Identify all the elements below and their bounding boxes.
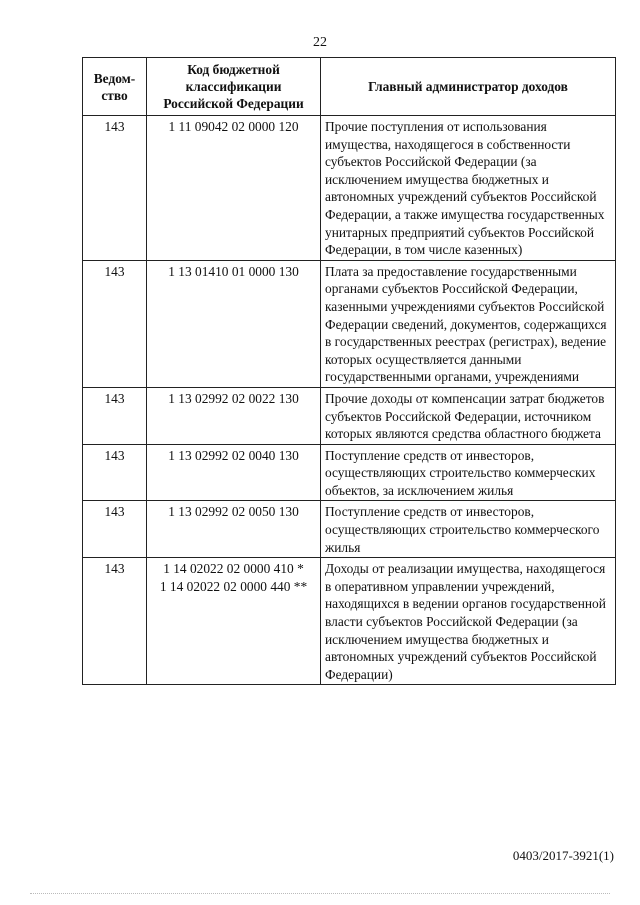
- budget-code-cell: [147, 260, 321, 387]
- department-code-cell: 143: [83, 387, 147, 444]
- document-id: 0403/2017-3921(1): [512, 848, 614, 863]
- header-budget-code: Код бюджетной классификации Российской Федерации: [147, 58, 321, 116]
- department-code-cell: 143: [83, 260, 147, 387]
- budget-code-cell: [147, 116, 321, 261]
- table-header-row: [83, 58, 616, 116]
- budget-code: 1 13 02992 02 0040 130: [168, 447, 299, 463]
- header-chief-administrator: Главный администратор доходов: [321, 58, 616, 116]
- revenue-description-cell: Прочие доходы от компенсации затрат бюджетов субъектов Российской Федерации, источником которых являются средства областного бюджета: [321, 387, 616, 444]
- revenue-administrators-table: [82, 57, 616, 685]
- table-row: [83, 558, 616, 685]
- header-department: Ведом-ство: [83, 58, 147, 116]
- budget-code-cell: [147, 444, 321, 501]
- department-code-cell: 143: [83, 558, 147, 685]
- page-number: 22: [313, 35, 327, 50]
- table-row: [83, 116, 616, 261]
- budget-code: 1 11 09042 02 0000 120: [168, 119, 299, 134]
- table-row: [83, 444, 616, 501]
- table-row: [83, 260, 616, 387]
- revenue-description-cell: Поступление средств от инвесторов, осуществляющих строительство коммерческих объектов, за исключением жилья: [321, 444, 616, 501]
- revenue-description-cell: Поступление средств от инвесторов, осуществляющих строительство коммерческого жилья: [321, 501, 616, 558]
- revenue-description-cell: Доходы от реализации имущества, находящегося в оперативном управлении учреждений, находящихся в ведении органов государственной власти субъектов Российской Федерации (за исключением имущества бюджетных и автономных учреждений субъектов Российской Федерации): [321, 558, 616, 685]
- budget-code: 1 13 02992 02 0022 130: [168, 390, 299, 406]
- budget-code: 1 14 02022 02 0000 410 *: [163, 561, 304, 577]
- table-body: [83, 116, 616, 685]
- revenue-description-cell: Прочие поступления от использования имущества, находящегося в собственности субъектов Российской Федерации (за исключением имущества бюджетных и автономных учреждений субъектов Российской Федерации, а также имущества государственных унитарных предприятий субъектов Российской Федерации, в том числе казенных): [321, 116, 616, 261]
- table-row: [83, 501, 616, 558]
- budget-code: 1 13 01410 01 0000 130: [168, 263, 299, 279]
- budget-code-cell: [147, 558, 321, 685]
- table-row: [83, 387, 616, 444]
- budget-code-cell: [147, 501, 321, 558]
- department-code-cell: 143: [83, 501, 147, 558]
- revenue-description-cell: Плата за предоставление государственными органами субъектов Российской Федерации, казенными учреждениями субъектов Российской Федерации сведений, документов, содержащихся в государственных реестрах (регистрах), ведение которых осуществляется данными государственными органами, учреждениями: [321, 260, 616, 387]
- scan-edge-line: [30, 893, 610, 894]
- budget-code: 1 13 02992 02 0050 130: [168, 504, 299, 520]
- department-code-cell: 143: [83, 444, 147, 501]
- budget-code: 1 14 02022 02 0000 440 **: [159, 578, 308, 594]
- budget-code-cell: [147, 387, 321, 444]
- department-code-cell: 143: [83, 116, 147, 261]
